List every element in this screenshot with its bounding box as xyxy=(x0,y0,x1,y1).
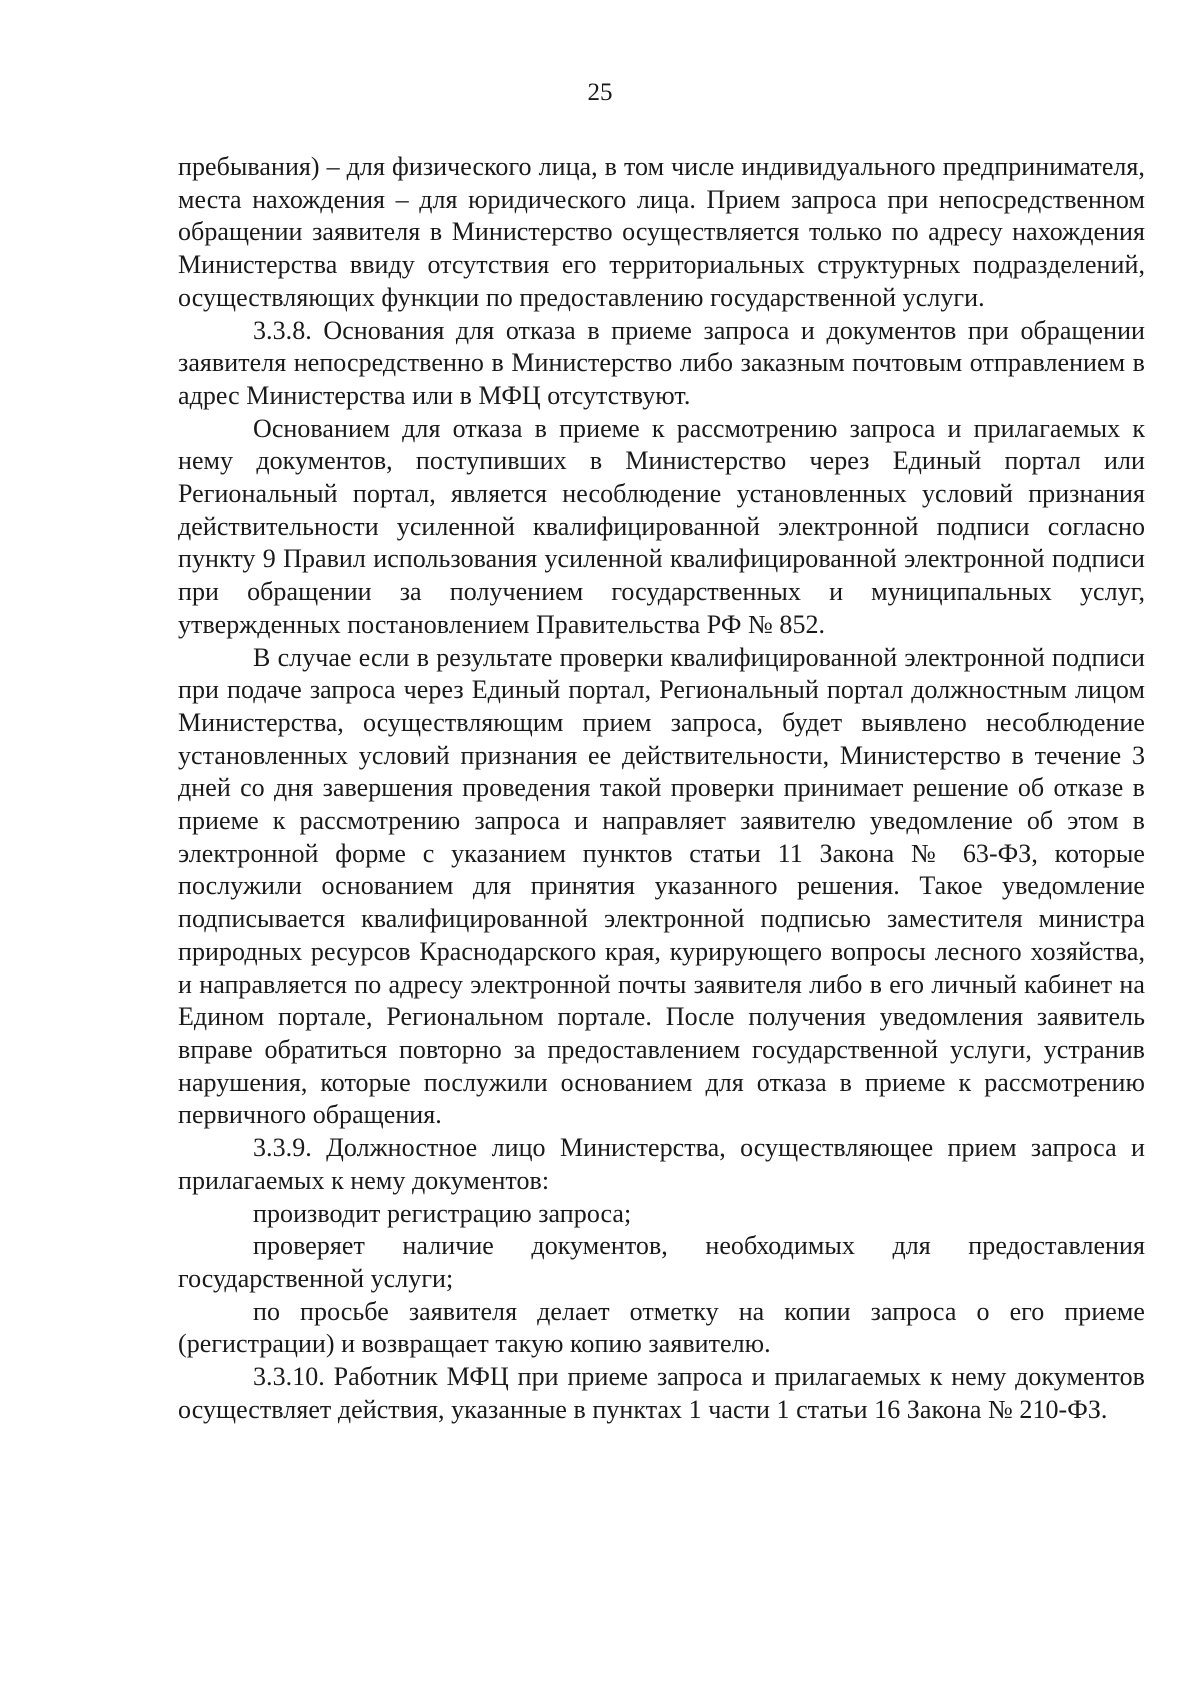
paragraph-signature-check: В случае если в результате проверки квалифицированной электронной подписи при подаче запроса через Единый портал, Региональный портал должностным лицом Министерства, осуществляющим прием запроса, будет выявлено несоблюдение установленных условий признания ее действительности, Министерство в течение 3 дней со дня завершения проведения такой проверки принимает решение об отказе в приеме к рассмотрению запроса и направляет заявителю уведомление об этом в электронной форме с указанием пунктов статьи 11 Закона № 63-ФЗ, которые послужили основанием для принятия указанного решения. Такое уведомление подписывается квалифицированной электронной подписью заместителя министра природных ресурсов Краснодарского края, курирующего вопросы лесного хозяйства, и направляется по адресу электронной почты заявителя либо в его личный кабинет на Едином портале, Региональном портале. После получения уведомления заявитель вправе обратиться повторно за предоставлением государственной услуги, устранив нарушения, которые послужили основанием для отказа в приеме к рассмотрению первичного обращения. xyxy=(178,642,1145,1130)
list-item-registration: производит регистрацию запроса; xyxy=(253,1198,632,1228)
document-body xyxy=(178,151,1145,1426)
paragraph-3-3-10: 3.3.10. Работник МФЦ при приеме запроса и прилагаемых к нему документов осуществляет действия, указанные в пунктах 1 части 1 статьи 16 Закона № 210-ФЗ. xyxy=(178,1362,1145,1424)
paragraph-refusal-grounds: Основанием для отказа в приеме к рассмотрению запроса и прилагаемых к нему документов, поступивших в Министерство через Единый портал или Региональный портал, является несоблюдение установленных условий признания действительности усиленной квалифицированной электронной подписи согласно пункту 9 Правил использования усиленной квалифицированной электронной подписи при обращении за получением государственных и муниципальных услуг, утвержденных постановлением Правительства РФ № 852. xyxy=(178,413,1145,639)
paragraph-3-3-9: 3.3.9. Должностное лицо Министерства, осуществляющее прием запроса и прилагаемых к нему документов: xyxy=(178,1133,1145,1195)
list-item-copy-mark: по просьбе заявителя делает отметку на копии запроса о его приеме (регистрации) и возвращает такую копию заявителю. xyxy=(178,1296,1145,1359)
list-item-document-check: проверяет наличие документов, необходимых для предоставления государственной услуги; xyxy=(178,1231,1145,1293)
paragraph-3-3-8: 3.3.8. Основания для отказа в приеме запроса и документов при обращении заявителя непосредственно в Министерство либо заказным почтовым отправлением в адрес Министерства или в МФЦ отсутствуют. xyxy=(178,315,1145,410)
paragraph-residence-clause: пребывания) – для физического лица, в том числе индивидуального предпринимателя, места нахождения – для юридического лица. Прием запроса при непосредственном обращении заявителя в Министерство осуществляется только по адресу нахождения Министерства ввиду отсутствия его территориальных структурных подразделений, осуществляющих функции по предоставлению государственной услуги. xyxy=(178,152,1145,312)
page-number: 25 xyxy=(587,79,613,106)
